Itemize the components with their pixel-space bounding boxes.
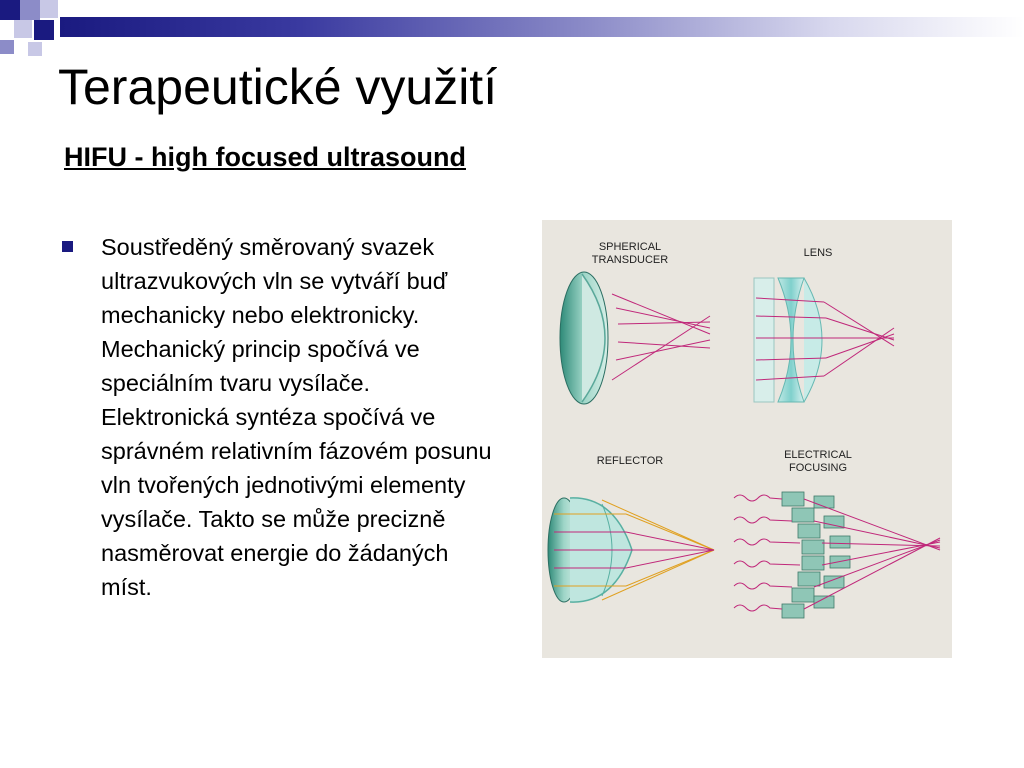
- bullet-square-icon: [62, 241, 73, 252]
- corner-square-1: [0, 0, 20, 20]
- corner-square-3: [40, 0, 58, 18]
- hifu-diagram: [542, 220, 952, 658]
- electrical-array: [782, 492, 850, 618]
- label-reflector: REFLECTOR: [596, 455, 664, 467]
- bullet-text: Soustředěný směrovaný svazek ultrazvukových vln se vytváří buď mechanicky nebo elektronicky. Mechanický princip spočívá ve speciálním tvaru vysílače. Elektronická syntéza spočívá ve správném relativním fázovém posunu vln tvořených jednotivými elementy vysílače. Takto se může precizně nasměrovat energie do žádaných míst.: [101, 234, 492, 600]
- spherical-rays: [612, 294, 710, 380]
- label-spherical-2: TRANSDUCER: [591, 254, 669, 266]
- slide-title: Terapeutické využití: [58, 59, 498, 115]
- lens-transducer: [754, 278, 822, 402]
- label-electrical-2: FOCUSING: [788, 462, 848, 474]
- corner-square-6: [0, 40, 14, 54]
- corner-square-7: [28, 42, 42, 56]
- corner-square-5: [34, 20, 54, 40]
- slide-subtitle: HIFU - high focused ultrasound: [64, 142, 466, 172]
- lens-rays: [756, 298, 894, 380]
- electrical-rays: [734, 495, 940, 611]
- corner-square-4: [14, 20, 32, 38]
- label-spherical-1: SPHERICAL: [598, 241, 662, 253]
- spherical-transducer: [560, 272, 608, 404]
- label-electrical-1: ELECTRICAL: [784, 449, 852, 461]
- bullet-list: [62, 230, 502, 604]
- hifu-figure: [542, 220, 952, 658]
- label-lens: LENS: [803, 247, 833, 259]
- title-bar-gradient: [60, 17, 1024, 37]
- corner-square-2: [20, 0, 40, 20]
